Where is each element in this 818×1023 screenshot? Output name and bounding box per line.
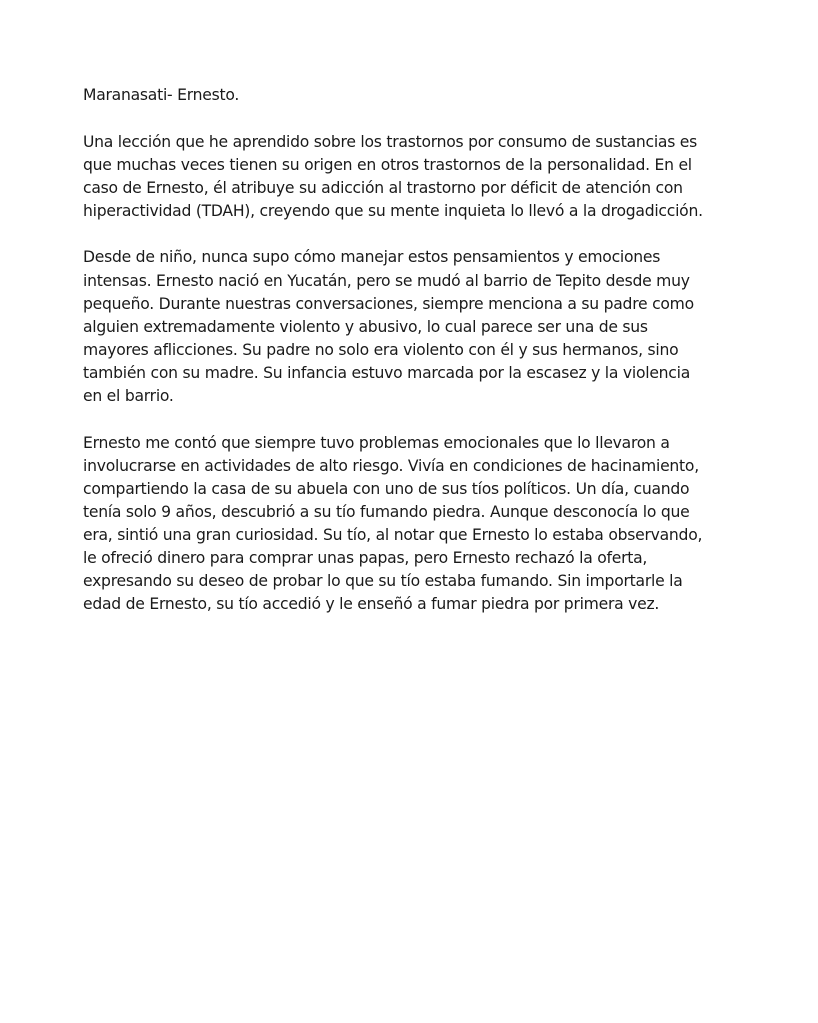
text-line: Una lección que he aprendido sobre los trastornos por consumo de sustancias es — [83, 132, 698, 151]
text-line: expresando su deseo de probar lo que su tío estaba fumando. Sin importarle la — [83, 572, 683, 591]
text-line: era, sintió una gran curiosidad. Su tío, al notar que Ernesto lo estaba observando, — [83, 526, 703, 544]
text-line: hiperactividad (TDAH), creyendo que su mente inquieta lo llevó a la drogadicción. — [83, 201, 703, 220]
document-page — [83, 84, 783, 640]
paragraph — [83, 432, 783, 617]
text-line: edad de Ernesto, su tío accedió y le enseñó a fumar piedra por primera vez. — [83, 595, 660, 614]
text-line: caso de Ernesto, él atribuye su adicción al trastorno por déficit de atención con — [83, 178, 683, 197]
text-line: intensas. Ernesto nació en Yucatán, pero se mudó al barrio de Tepito desde muy — [83, 271, 690, 290]
text-line: que muchas veces tienen su origen en otros trastornos de la personalidad. En el — [83, 155, 692, 174]
text-line: Desde de niño, nunca supo cómo manejar estos pensamientos y emociones — [83, 248, 661, 267]
text-line: le ofreció dinero para comprar unas papas, pero Ernesto rechazó la oferta, — [83, 549, 648, 568]
text-line: pequeño. Durante nuestras conversaciones, siempre menciona a su padre como — [83, 294, 694, 313]
paragraph — [83, 246, 783, 408]
text-line: alguien extremadamente violento y abusivo, lo cual parece ser una de sus — [83, 317, 648, 336]
text-line: compartiendo la casa de su abuela con uno de sus tíos políticos. Un día, cuando — [83, 479, 690, 498]
paragraph — [83, 131, 783, 223]
text-line: mayores aflicciones. Su padre no solo era violento con él y sus hermanos, sino — [83, 340, 679, 359]
text-line: Ernesto me contó que siempre tuvo problemas emocionales que lo llevaron a — [83, 433, 670, 452]
text-line: involucrarse en actividades de alto riesgo. Vivía en condiciones de hacinamiento, — [83, 456, 699, 475]
document-title: Maranasati- Ernesto. — [83, 86, 240, 104]
text-line: también con su madre. Su infancia estuvo marcada por la escasez y la violencia — [83, 363, 691, 382]
text-line: en el barrio. — [83, 387, 174, 406]
document-body — [83, 131, 783, 617]
text-line: tenía solo 9 años, descubrió a su tío fumando piedra. Aunque desconocía lo que — [83, 502, 690, 521]
